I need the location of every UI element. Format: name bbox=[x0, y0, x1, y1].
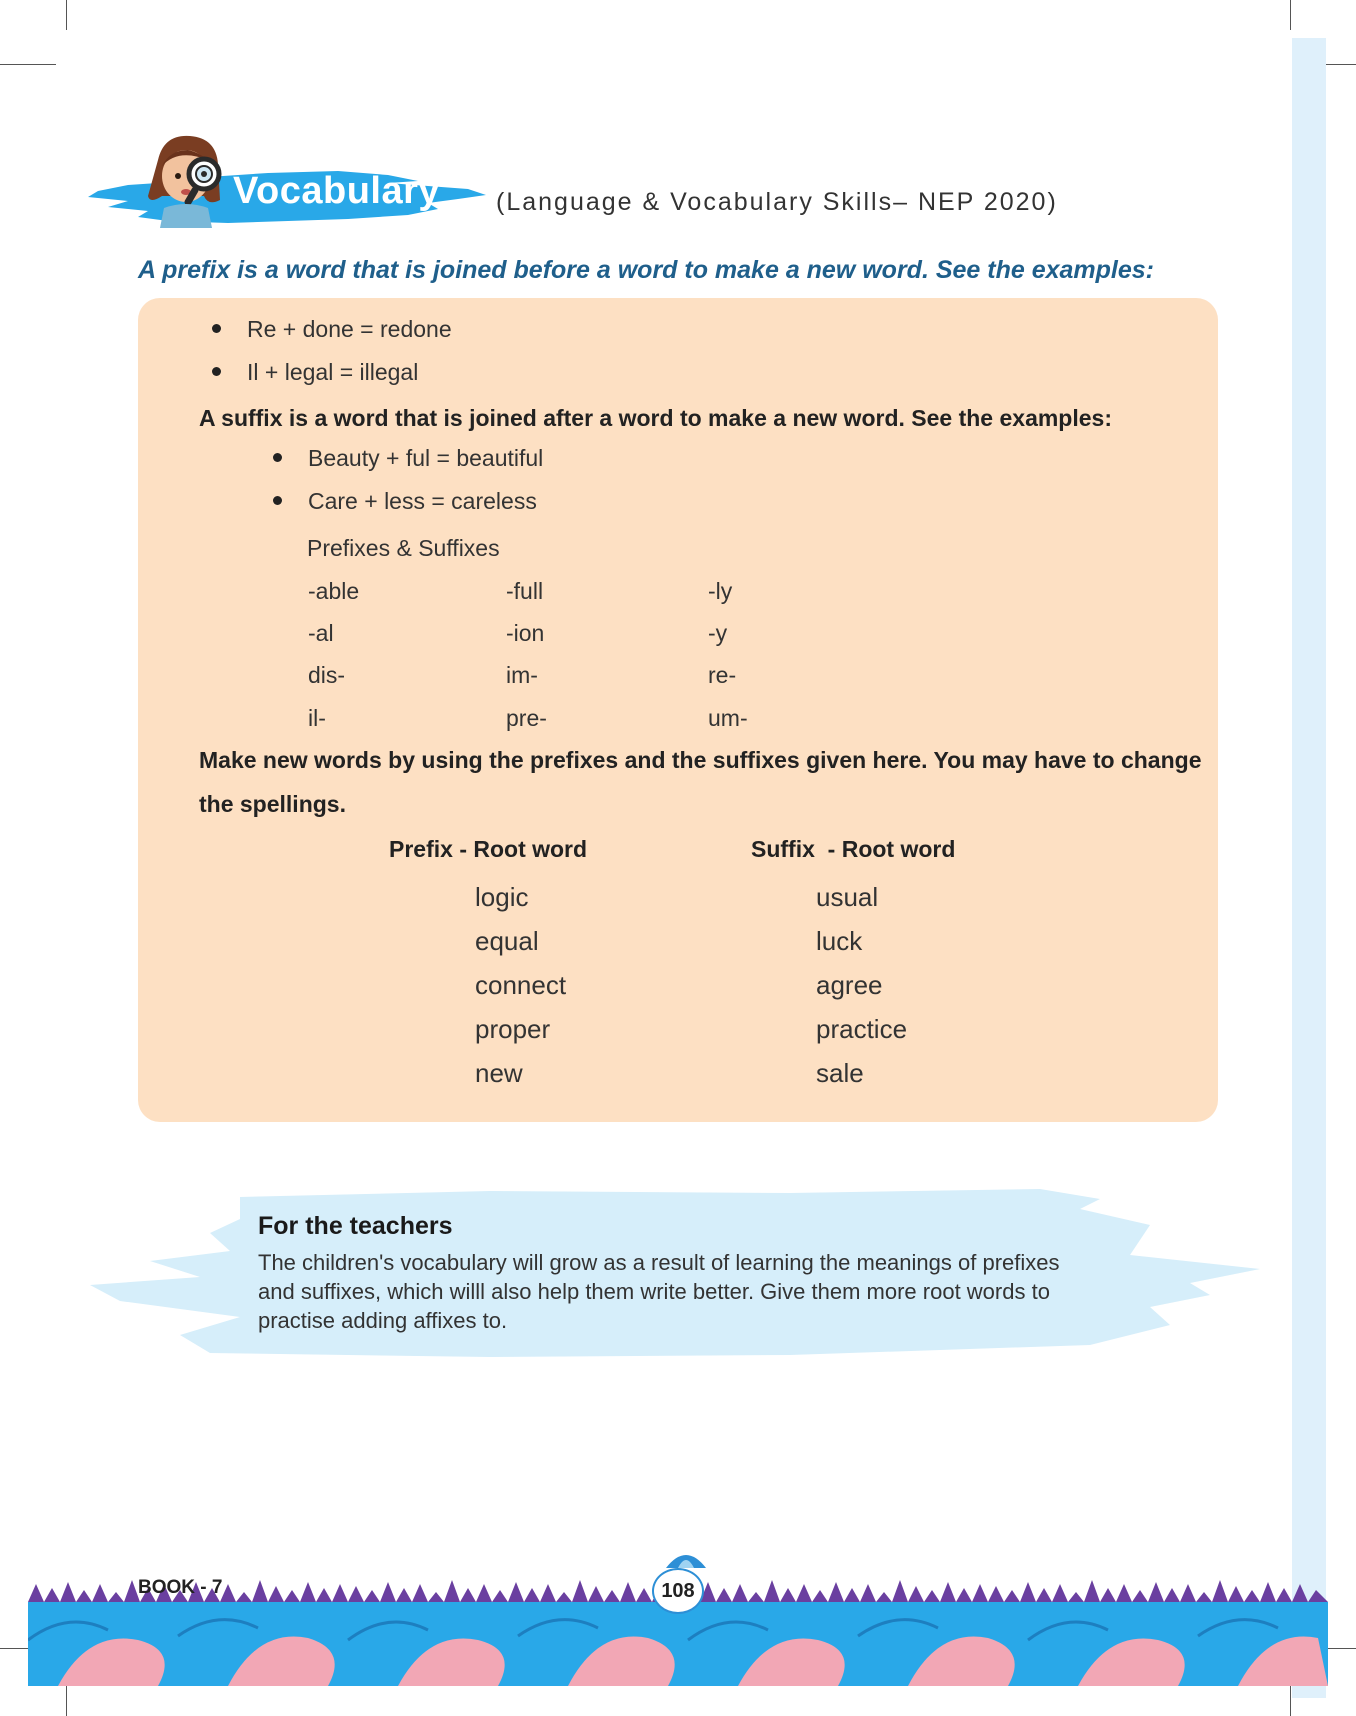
suffix-column-heading: Suffix - Root word bbox=[751, 836, 956, 862]
bullet-icon bbox=[212, 324, 221, 333]
suffix-root-word: agree bbox=[816, 970, 883, 1000]
instruction-line: Make new words by using the prefixes and the suffixes given here. You may have to change bbox=[199, 747, 1202, 773]
suffix-definition: A suffix is a word that is joined after a word to make a new word. See the examples: bbox=[199, 405, 1112, 431]
girl-magnifier-icon bbox=[138, 130, 230, 230]
side-strip bbox=[1292, 38, 1326, 1698]
affix-cell: im- bbox=[506, 662, 538, 688]
affix-cell: dis- bbox=[308, 662, 346, 688]
crop-mark bbox=[0, 64, 56, 65]
crop-mark bbox=[66, 0, 67, 30]
crop-mark bbox=[1290, 0, 1291, 30]
suffix-example: Beauty + ful = beautiful bbox=[308, 445, 544, 471]
prefix-root-word: proper bbox=[475, 1014, 551, 1044]
suffix-example: Care + less = careless bbox=[308, 488, 537, 514]
crop-mark bbox=[1326, 64, 1356, 65]
bullet-icon bbox=[273, 496, 282, 505]
affix-cell: -full bbox=[506, 578, 544, 604]
affix-cell: -ion bbox=[506, 620, 545, 646]
prefix-root-word: new bbox=[475, 1058, 523, 1088]
crop-mark bbox=[1326, 1648, 1356, 1649]
prefix-root-word: connect bbox=[475, 970, 567, 1000]
page-number: 108 bbox=[652, 1568, 704, 1614]
list-item bbox=[273, 445, 543, 472]
crop-mark bbox=[66, 1686, 67, 1716]
prefix-column-heading: Prefix - Root word bbox=[389, 836, 588, 862]
note-text: The children's vocabulary will grow as a result of learning the meanings of prefixes and suffixes, which willl also help them write better. Give them more root words to practise adding affixes to. bbox=[258, 1250, 1060, 1333]
list-item bbox=[212, 359, 418, 386]
prefix-example: Il + legal = illegal bbox=[247, 359, 419, 385]
affix-cell: -ly bbox=[708, 578, 733, 604]
prefix-definition: A prefix is a word that is joined before a word to make a new word. See the examples: bbox=[138, 256, 1155, 284]
affix-list-title: Prefixes & Suffixes bbox=[307, 535, 500, 561]
affix-cell: -able bbox=[308, 578, 360, 604]
affix-cell: pre- bbox=[506, 705, 547, 731]
affix-cell: -y bbox=[708, 620, 728, 646]
prefix-root-word: equal bbox=[475, 926, 539, 956]
affix-cell: um- bbox=[708, 705, 748, 731]
section-subtitle: (Language & Vocabulary Skills– NEP 2020) bbox=[496, 188, 1058, 216]
prefix-example: Re + done = redone bbox=[247, 316, 452, 342]
list-item bbox=[212, 316, 452, 343]
suffix-root-word: sale bbox=[816, 1058, 864, 1088]
book-label: BOOK - 7 bbox=[138, 1577, 223, 1598]
crop-mark bbox=[1290, 1686, 1291, 1716]
affix-cell: -al bbox=[308, 620, 334, 646]
note-title: For the teachers bbox=[258, 1212, 453, 1240]
list-item bbox=[273, 488, 537, 515]
prefix-root-word: logic bbox=[475, 882, 529, 912]
instruction-line: the spellings. bbox=[199, 791, 346, 817]
affix-cell: il- bbox=[308, 705, 326, 731]
affix-cell: re- bbox=[708, 662, 737, 688]
section-title: Vocabulary bbox=[233, 170, 441, 212]
suffix-root-word: luck bbox=[816, 926, 863, 956]
suffix-root-word: practice bbox=[816, 1014, 908, 1044]
bullet-icon bbox=[212, 367, 221, 376]
suffix-root-word: usual bbox=[816, 882, 879, 912]
bullet-icon bbox=[273, 453, 282, 462]
